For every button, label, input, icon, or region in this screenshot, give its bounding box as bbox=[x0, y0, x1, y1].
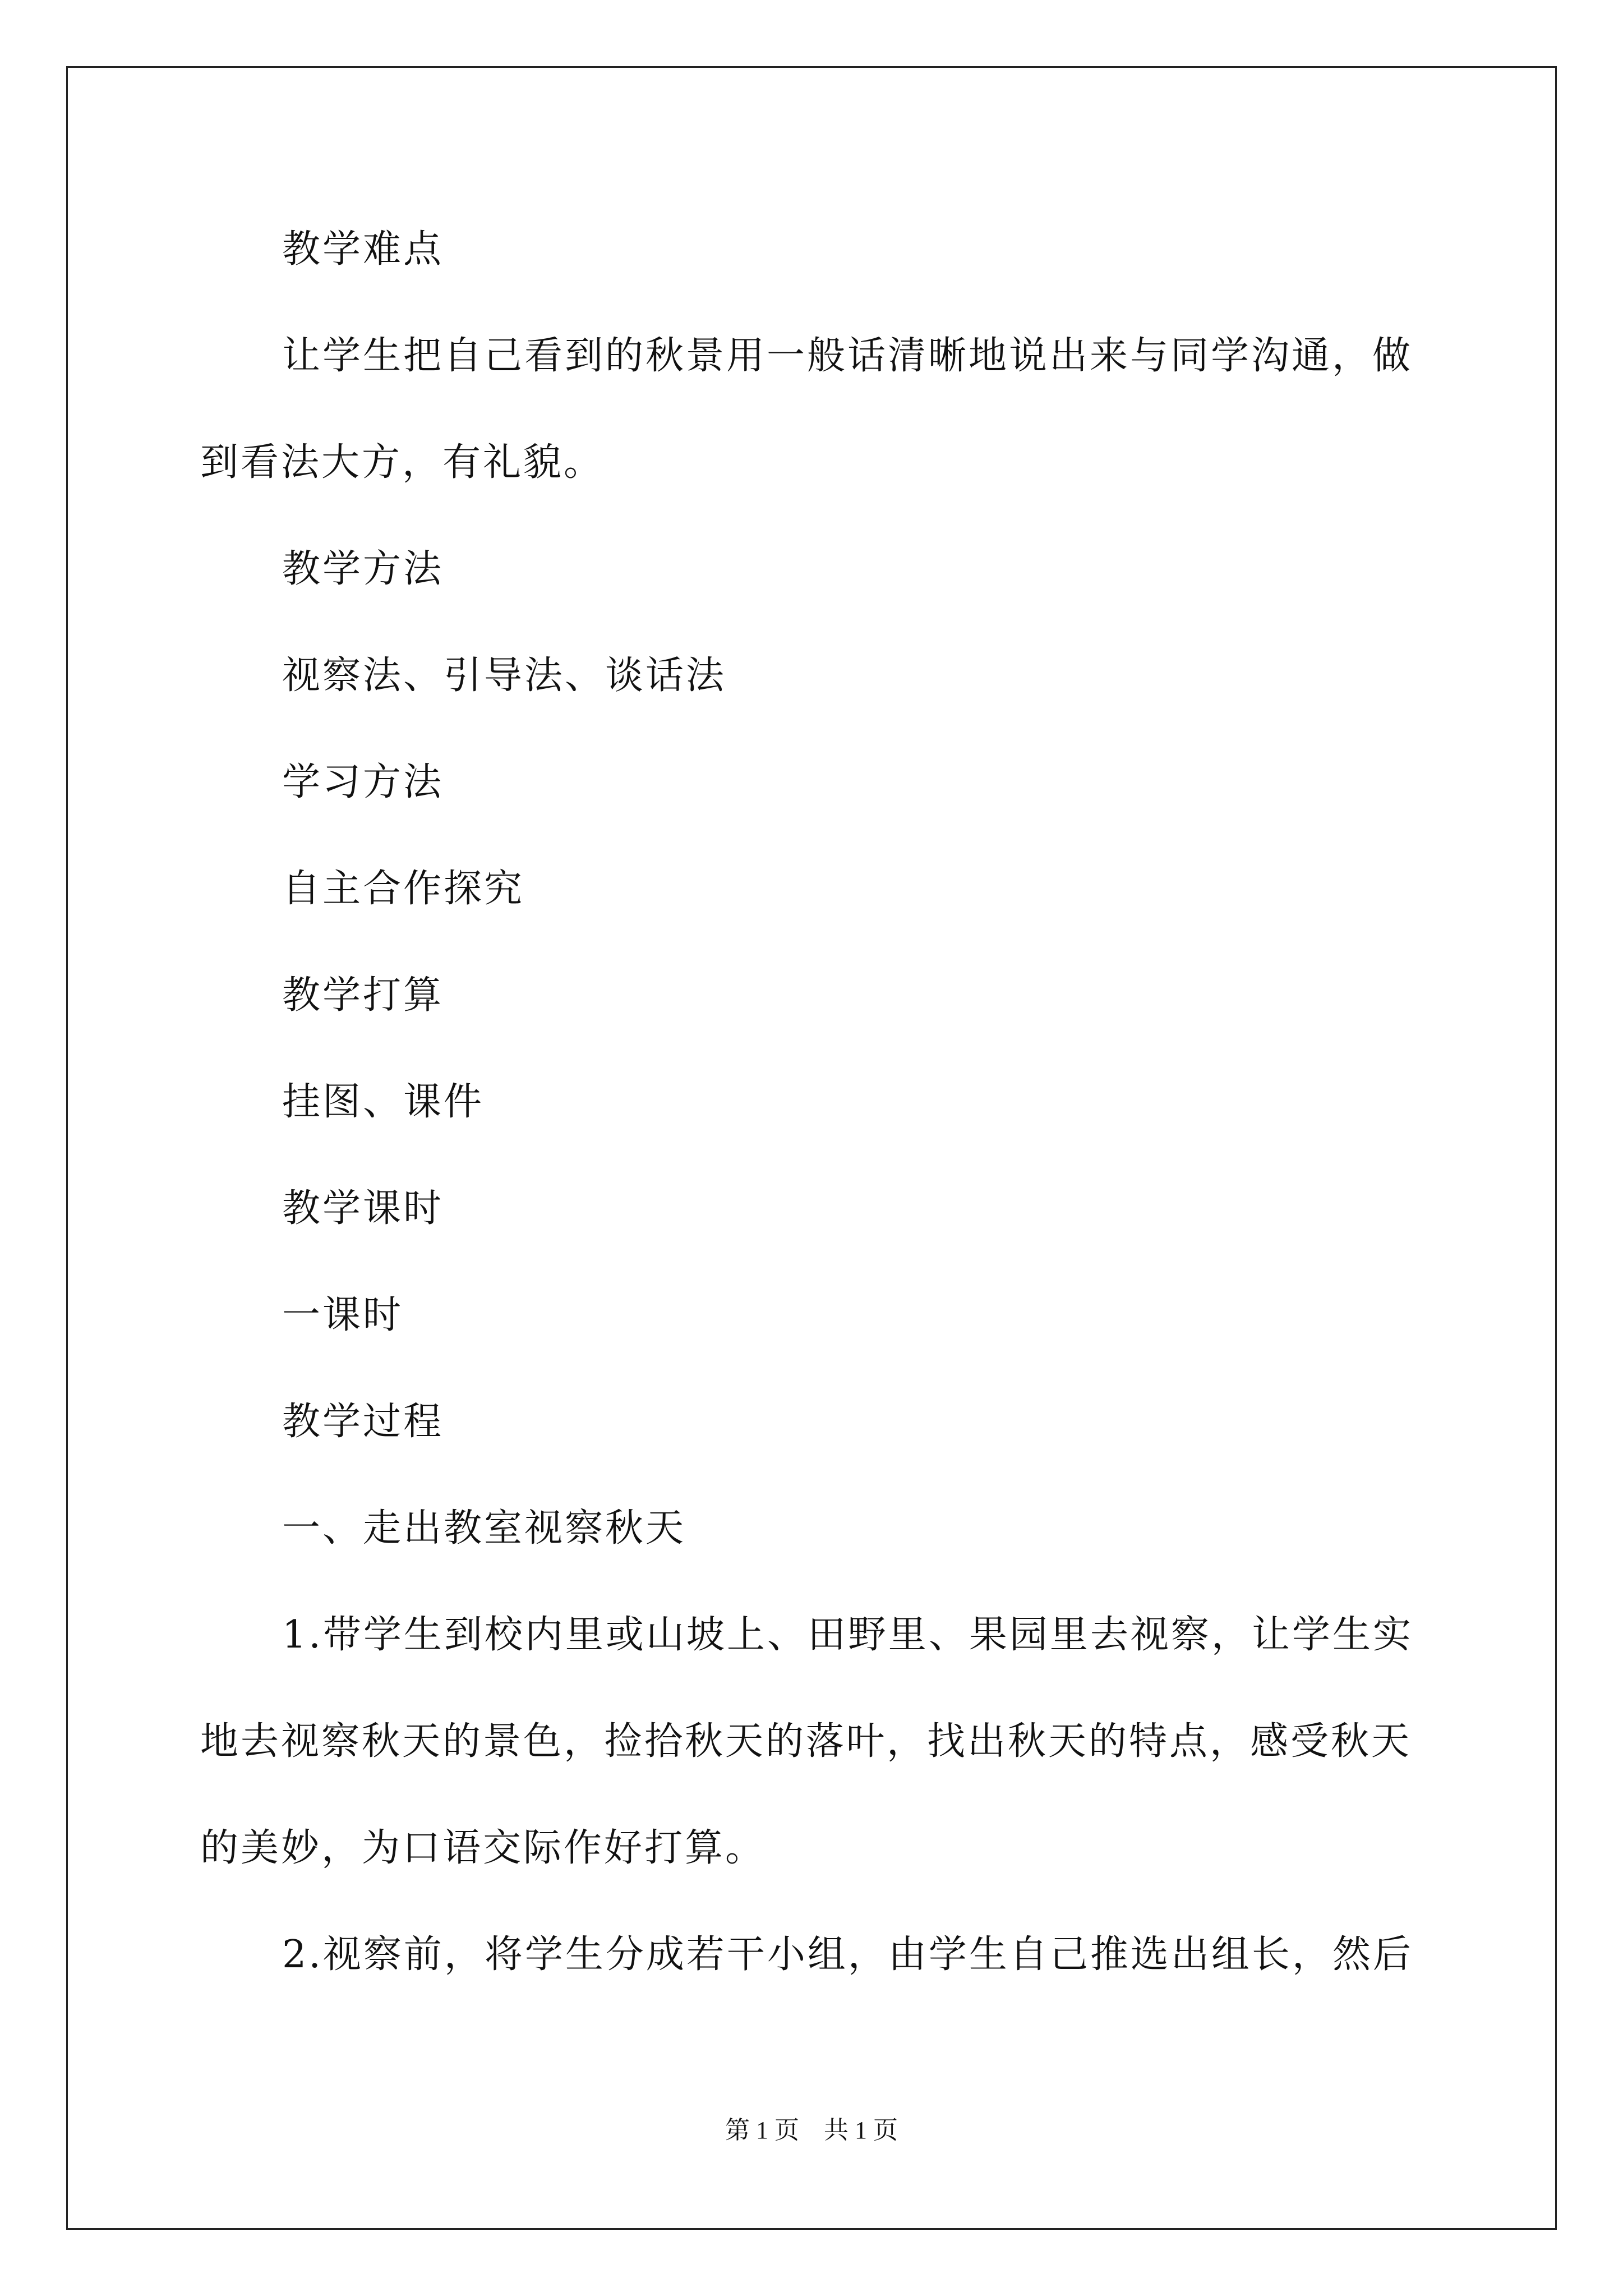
paragraph-line: 让学生把自己看到的秋景用一般话清晰地说出来与同学沟通，做 bbox=[282, 334, 1413, 378]
section-heading: 一、走出教室视察秋天 bbox=[282, 1506, 686, 1550]
paragraph-line: 一课时 bbox=[282, 1293, 404, 1337]
heading-learning-method: 学习方法 bbox=[282, 760, 444, 804]
paragraph-line: 视察法、引导法、谈话法 bbox=[282, 654, 727, 698]
page-frame bbox=[66, 66, 1557, 2230]
paragraph-line: 挂图、课件 bbox=[282, 1080, 485, 1124]
heading-teaching-process: 教学过程 bbox=[282, 1400, 444, 1444]
heading-teaching-prep: 教学打算 bbox=[282, 973, 444, 1018]
paragraph-line: 自主合作探究 bbox=[282, 867, 525, 911]
heading-class-hours: 教学课时 bbox=[282, 1186, 444, 1231]
paragraph-line: 到看法大方，有礼貌。 bbox=[200, 440, 605, 485]
paragraph-line: 1.带学生到校内里或山坡上、田野里、果园里去视察，让学生实 bbox=[282, 1613, 1413, 1657]
heading-teaching-difficulty: 教学难点 bbox=[282, 227, 444, 272]
paragraph-line: 2.视察前，将学生分成若干小组，由学生自己推选出组长，然后 bbox=[282, 1932, 1413, 1977]
paragraph-line: 的美妙，为口语交际作好打算。 bbox=[200, 1826, 766, 1870]
heading-teaching-method: 教学方法 bbox=[282, 547, 444, 591]
page-number-footer: 第 1 页 共 1 页 bbox=[725, 2116, 898, 2144]
paragraph-line: 地去视察秋天的景色，捡拾秋天的落叶，找出秋天的特点，感受秋天 bbox=[200, 1719, 1412, 1764]
